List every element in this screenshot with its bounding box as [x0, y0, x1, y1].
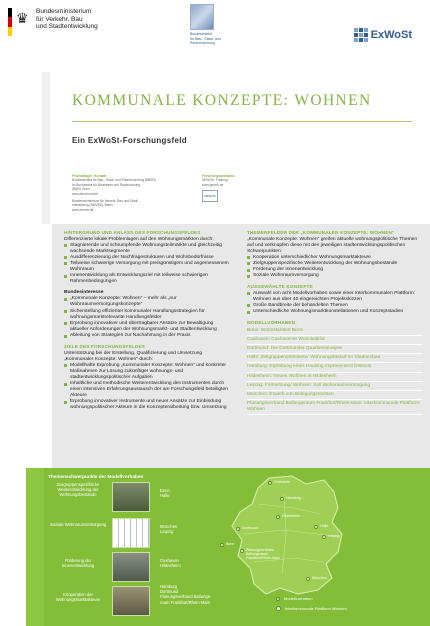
- project-item: Bonn: Wohnstandort Bonn: [247, 327, 423, 336]
- list-item: Teilweise schwierige Versorgung mit preisgünstigem und angemessenem Wohnraum: [64, 261, 229, 273]
- map-city-marker: [276, 514, 300, 519]
- map-city-marker: [236, 526, 258, 531]
- city-name: Planungsverband Ballungs-: [160, 594, 212, 600]
- city-name: Cuxhaven: [160, 558, 179, 563]
- list-item: Ableitung von Strategien zur Nachahmung in der Praxis: [64, 333, 229, 339]
- city-name: Hildesheim: [160, 563, 181, 569]
- map-city-marker: [268, 480, 290, 485]
- city-dot-icon: [322, 535, 326, 539]
- bmvbs-line: und Stadtentwicklung: [36, 23, 98, 30]
- list-item: Modellhafte Erprobung „Kommunaler Konzepte: Wohnen" und konkreter Maßnahmen zur Lösung zukünftiger wohnungs- und stadtentwicklungspolitischer Aufgaben: [64, 363, 229, 381]
- list-item: Ausdifferenzierung der Nachfragestrukturen und Wohnbedürfnisse: [64, 255, 229, 261]
- city-label: Halle: [320, 524, 329, 528]
- section-heading: HINTERGRUND UND ANLASS DES FORSCHUNGSFELDES: [64, 230, 201, 235]
- bmvbs-name: [36, 8, 98, 36]
- city-dot-icon: [236, 527, 240, 531]
- city-label: Cuxhaven: [274, 480, 291, 484]
- city-label: München: [312, 576, 327, 580]
- right-column: [247, 230, 423, 415]
- city-name: Hamburg: [160, 584, 178, 589]
- section-intro: „Kommunale Konzepte: Wohnen" greifen aktuelle wohnungspolitische Themen auf und verknüpfen diese mit den jeweiligen stadtentwicklungspolitischen Schwerpunkten:: [247, 236, 418, 254]
- model-project-dot-icon: [276, 597, 280, 601]
- list-item: Große Bandbreite der behandelten Themen: [247, 303, 423, 309]
- city-name: Leipzig: [160, 529, 174, 535]
- project-item: Halle: Zielgruppenorientierter Wohnungsbedarf im Stadtumbau: [247, 354, 423, 363]
- city-name: Bonn: [160, 488, 170, 493]
- theme-cities: [160, 524, 177, 534]
- publisher-info: [72, 174, 192, 212]
- theme-photo: [112, 586, 150, 616]
- city-dot-icon: [280, 497, 284, 501]
- assistance-line: DEWOS, Freiburg: [202, 178, 228, 183]
- theme-cities: [160, 558, 181, 568]
- map-city-marker: [280, 496, 301, 501]
- publisher-line: entwicklung (BMVBS), Berlin: [72, 203, 113, 208]
- bbsr-mark-icon: [190, 4, 214, 30]
- city-label: Leipzig: [328, 534, 340, 538]
- city-label: Hildesheim: [282, 514, 300, 518]
- city-label: Dortmund: [242, 526, 258, 530]
- list-item: Kooperation unterschiedlicher Wohnungsmarktakteure: [247, 255, 423, 261]
- bbsr-logo: [190, 4, 240, 46]
- themes-panel: [26, 468, 430, 626]
- bmvbs-line: für Verkehr, Bau: [36, 15, 83, 23]
- list-item: Erprobung innovativer Instrumente und neuer Ansätze zur Einbindung wohnungspolitischer Akteure in die Konzepterarbeitung bzw. Umsetzung: [64, 399, 229, 411]
- section-subheading: Bundesinteresse: [64, 290, 104, 296]
- list-item: Zielgruppenspezifische Weiterentwicklung der Wohnungsbestände: [247, 261, 423, 267]
- themes-heading: Themenschwerpunkte der Modellvorhaben: [48, 474, 144, 479]
- section-intro: Differenzierte lokale Problemlagen auf den Wohnungsmärkten durch:: [64, 236, 214, 242]
- project-item: München: Erwerb von Belegungsrechten: [247, 391, 423, 400]
- list-item: Inhaltliche und methodische Weiterentwicklung des Instrumentes durch einen intensiven Erfahrungsaustausch der am Forschungsfeld beteiligten Akteure: [64, 381, 229, 399]
- city-dot-icon: [220, 543, 224, 547]
- dewos-logo: DEWOS: [202, 190, 218, 202]
- bullet-list: [64, 363, 229, 412]
- city-label: Planungsverband Ballungsraum Frankfurt/Rhein-Main: [246, 548, 280, 561]
- project-item: Planungsverband Ballungsraum Frankfurt/Rhein-Main: Interkommunale Plattform: Wohnen: [247, 400, 423, 415]
- list-item: Soziale Wohnraumversorgung: [247, 273, 423, 279]
- bullet-list: [247, 255, 423, 279]
- list-item: Stagnierende und schrumpfende Wohnungsteilmärkte und gleichzeitig wachsende Marktsegmente: [64, 243, 229, 255]
- project-item: Dortmund: Die Dortmunder Quartiersanalyse: [247, 345, 423, 354]
- city-dot-icon: [268, 481, 272, 485]
- exwost-wordmark: ExWoSt: [370, 29, 412, 41]
- list-item: Erprobung innovativer und übertragbarer Ansätze zur Bewältigung aktueller Anforderungen der Wohnungsmarkt- und Stadtentwicklung: [64, 321, 229, 333]
- city-label: Hamburg: [286, 496, 301, 500]
- page-subtitle: Ein ExWoSt-Forschungsfeld: [72, 136, 187, 145]
- city-dot-icon: [276, 515, 280, 519]
- publisher-line: www.bbsr.bund.de: [72, 191, 99, 196]
- section-heading: THEMENFELDER DER „KOMMUNALEN KONZEPTE: WOHNEN": [247, 230, 395, 235]
- assistance-label: Forschungsassistenz: [202, 174, 235, 178]
- content-panel: [52, 224, 430, 468]
- map-city-marker: [314, 524, 328, 529]
- map-city-marker: [240, 548, 286, 561]
- publisher-line: Bundesministerium für Verkehr, Bau und Stadt-: [72, 199, 139, 204]
- city-dot-icon: [306, 577, 310, 581]
- legend-label: Interkommunale Plattform Wohnen: [285, 606, 347, 611]
- left-margin: [0, 224, 52, 468]
- theme-photo: [112, 552, 150, 582]
- publisher-line: Bundesinstitut für Bau-, Stadt- und Raumforschung (BBSR): [72, 178, 156, 183]
- list-item: Auswahl von acht Modellvorhaben sowie einer Interkommunalen Plattform: Wohnen aus über 40 eingereichten Projektskizzen: [247, 291, 423, 303]
- city-label: Bonn: [226, 542, 235, 546]
- publisher-line: (BBR), Bonn: [72, 187, 90, 192]
- theme-label: Zielgruppenspezifische Weiterentwicklung der Wohnungsbestände: [56, 482, 100, 498]
- theme-cities: [160, 584, 211, 605]
- exwost-logo: [354, 28, 412, 42]
- publisher-line: im Bundesamt für Bauwesen und Raumordnung: [72, 182, 141, 187]
- eagle-icon: ♛: [16, 10, 29, 26]
- bullet-list: [64, 296, 229, 339]
- legend-item: [276, 606, 347, 611]
- theme-photo: [112, 518, 150, 548]
- platform-dot-icon: [276, 606, 281, 611]
- legend-label: Modellvorhaben: [284, 596, 313, 601]
- list-item: Sicherstellung effizienter kommunaler Handlungsstrategien für wohnungsmarktrelevante Handlungsfelder: [64, 309, 229, 321]
- project-list: [247, 327, 423, 416]
- bmvbs-logo: [8, 8, 98, 36]
- theme-label: Soziale Wohnraumversorgung: [49, 522, 107, 527]
- section-heading: ZIELE DES FORSCHUNGSFELDES: [64, 344, 146, 349]
- map-city-marker: [220, 542, 234, 547]
- project-item: Cuxhaven: Cuxhavener Wohnleitbild: [247, 336, 423, 345]
- title-divider: [72, 121, 412, 122]
- section-intro: Unterstützung bei der Erstellung, Qualifizierung und Umsetzung „Kommunaler Konzepte: Wohnen" durch:: [64, 350, 203, 362]
- city-name: Dortmund: [160, 589, 179, 595]
- publisher-label: Projektträger / Kontakt: [72, 174, 107, 178]
- city-name: raum Frankfurt/Rhein-Main: [160, 599, 211, 605]
- list-item: Unterschiedliche Wohnungsmarktkonstellationen und Konzeptstadien: [247, 309, 423, 315]
- theme-cities: [160, 488, 170, 498]
- left-column: [64, 230, 229, 411]
- map-city-marker: [306, 576, 327, 581]
- city-name: München: [160, 524, 178, 529]
- german-flag-icon: [8, 8, 12, 36]
- title-block: [42, 72, 430, 224]
- assistance-line: www.gewos.de: [202, 182, 224, 187]
- bbsr-line: Bundesinstitut: [190, 32, 212, 36]
- bbsr-line: Raumforschung: [190, 41, 215, 45]
- section-heading: AUSGEWÄHLTE KONZEPTE: [247, 284, 313, 290]
- theme-label: Förderung der Innenentwicklung: [61, 558, 95, 569]
- legend-item: [276, 596, 312, 601]
- theme-label: Kooperation der Wohnungsmarktakteure: [55, 592, 101, 603]
- map-city-marker: [322, 534, 339, 539]
- germany-map: [214, 474, 364, 598]
- bbsr-name: [190, 32, 240, 46]
- city-name: Halle: [160, 493, 170, 499]
- theme-photo: [112, 482, 150, 512]
- publisher-line: www.bmvbs.de: [72, 207, 94, 212]
- themes-panel-inner: [44, 468, 430, 626]
- city-dot-icon: [314, 525, 318, 529]
- city-dot-icon: [240, 549, 244, 553]
- page-header: [0, 0, 430, 70]
- research-assistance-info: [202, 174, 262, 202]
- bullet-list: [247, 291, 423, 315]
- bmvbs-line: Bundesministerium: [36, 8, 92, 15]
- project-item: Hamburg: Erprobung eines Housing Improvement Districts: [247, 363, 423, 372]
- list-item: Innenentwicklung als Entwicklungsziel mit teilweise schwierigen Rahmenbedingungen: [64, 273, 229, 285]
- list-item: Förderung der Innenentwicklung: [247, 267, 423, 273]
- bbsr-line: für Bau-, Stadt- und: [190, 36, 221, 41]
- section-heading: MODELLVORHABEN:: [247, 320, 297, 326]
- exwost-mark-icon: [354, 28, 368, 42]
- list-item: „Kommunale Konzepte: Wohnen" – mehr als „nur Wohnraumversorgungskonzepte": [64, 296, 229, 308]
- project-item: Leipzig: Fortsetzung/ Wohnen: Soll Wohnraumversorgung: [247, 382, 423, 391]
- page-title: KOMMUNALE KONZEPTE: WOHNEN: [72, 92, 372, 109]
- bullet-list: [64, 243, 229, 286]
- project-item: Hildesheim: Neues Wohnen in Hildesheim: [247, 373, 423, 382]
